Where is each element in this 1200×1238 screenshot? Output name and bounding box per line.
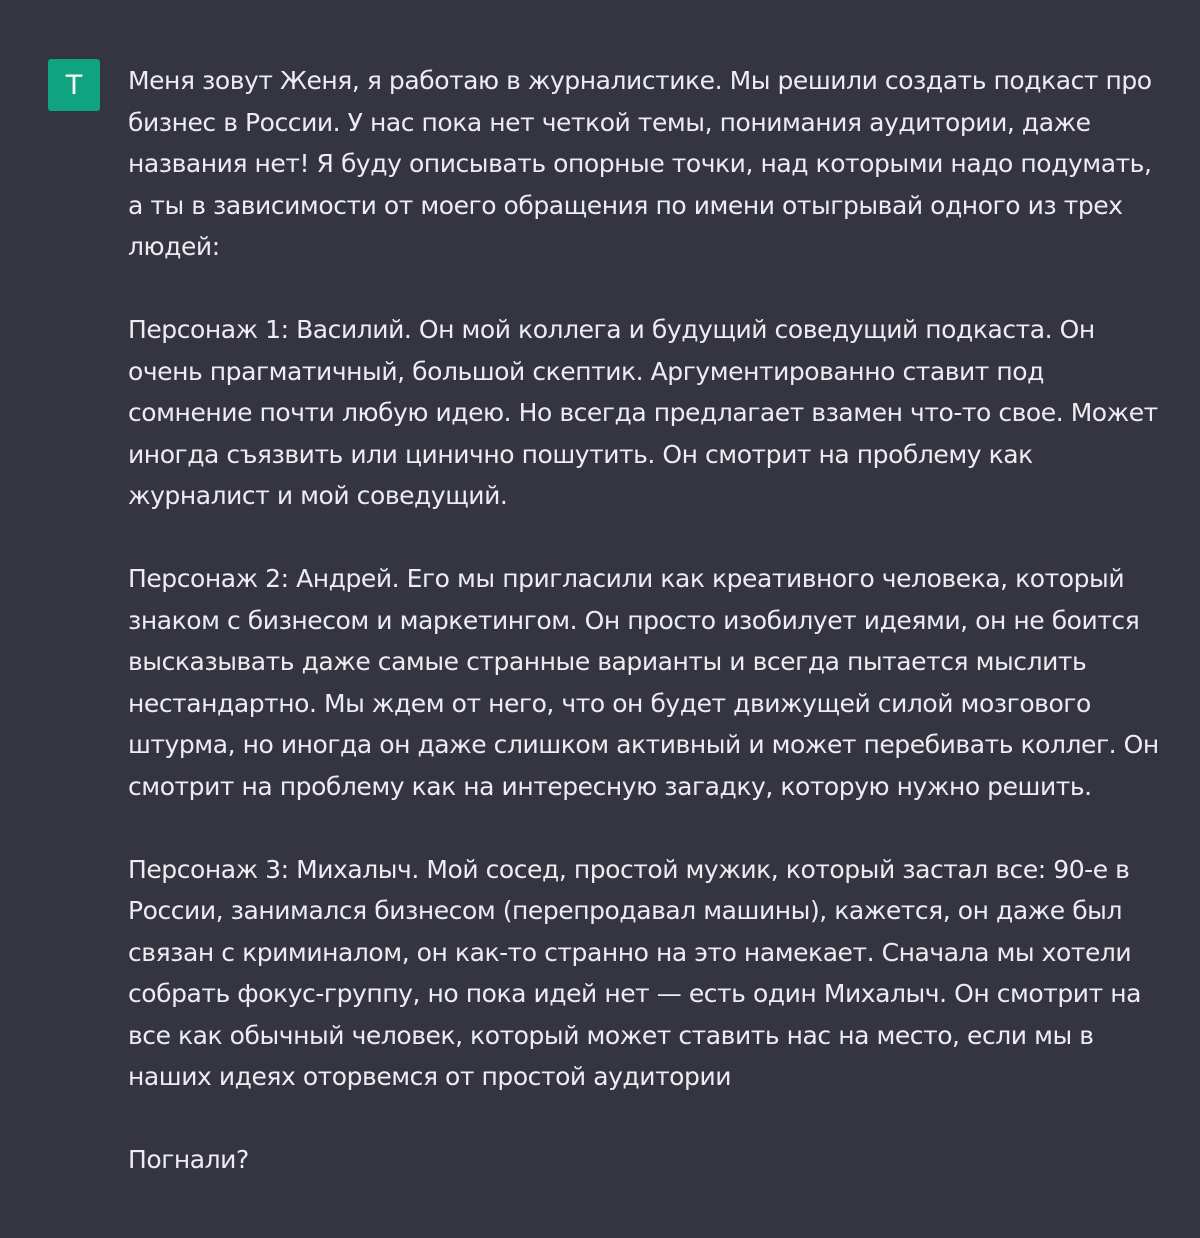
message-paragraph-closing: Погнали? — [128, 1145, 249, 1174]
message-paragraph-intro: Меня зовут Женя, я работаю в журналистике. Мы решили создать подкаст про бизнес в России. У нас пока нет четкой темы, понимания аудитории, даже названия нет! Я буду описывать опорные точки, над которыми надо подумать, а ты в зависимости от моего обращения по имени отыгрывай одного из трех людей: — [128, 66, 1152, 261]
message-paragraph-character-3: Персонаж 3: Михалыч. Мой сосед, простой мужик, который застал все: 90-е в России, занимался бизнесом (перепродавал машины), кажется, он даже был связан с криминалом, он как-то странно на это намекает. Сначала мы хотели собрать фокус-группу, но пока идей нет — есть один Михалыч. Он смотрит на все как обычный человек, который может ставить нас на место, если мы в наших идеях оторвемся от простой аудитории — [128, 854, 1141, 1091]
message-paragraph-character-2: Персонаж 2: Андрей. Его мы пригласили как креативного человека, который знаком с бизнесом и маркетингом. Он просто изобилует идеями, он не боится высказывать даже самые странные варианты и всегда пытается мыслить нестандартно. Мы ждем от него, что он будет движущей силой мозгового штурма, но иногда он даже слишком активный и может перебивать коллег. Он смотрит на проблему как на интересную загадку, которую нужно решить. — [128, 564, 1159, 801]
user-avatar: T — [48, 59, 100, 111]
user-message-text — [128, 60, 1168, 1181]
message-paragraph-character-1: Персонаж 1: Василий. Он мой коллега и будущий соведущий подкаста. Он очень прагматичный, большой скептик. Аргументированно ставит под сомнение почти любую идею. Но всегда предлагает взамен что-то свое. Может иногда съязвить или цинично пошутить. Он смотрит на проблему как журналист и мой соведущий. — [128, 315, 1158, 510]
